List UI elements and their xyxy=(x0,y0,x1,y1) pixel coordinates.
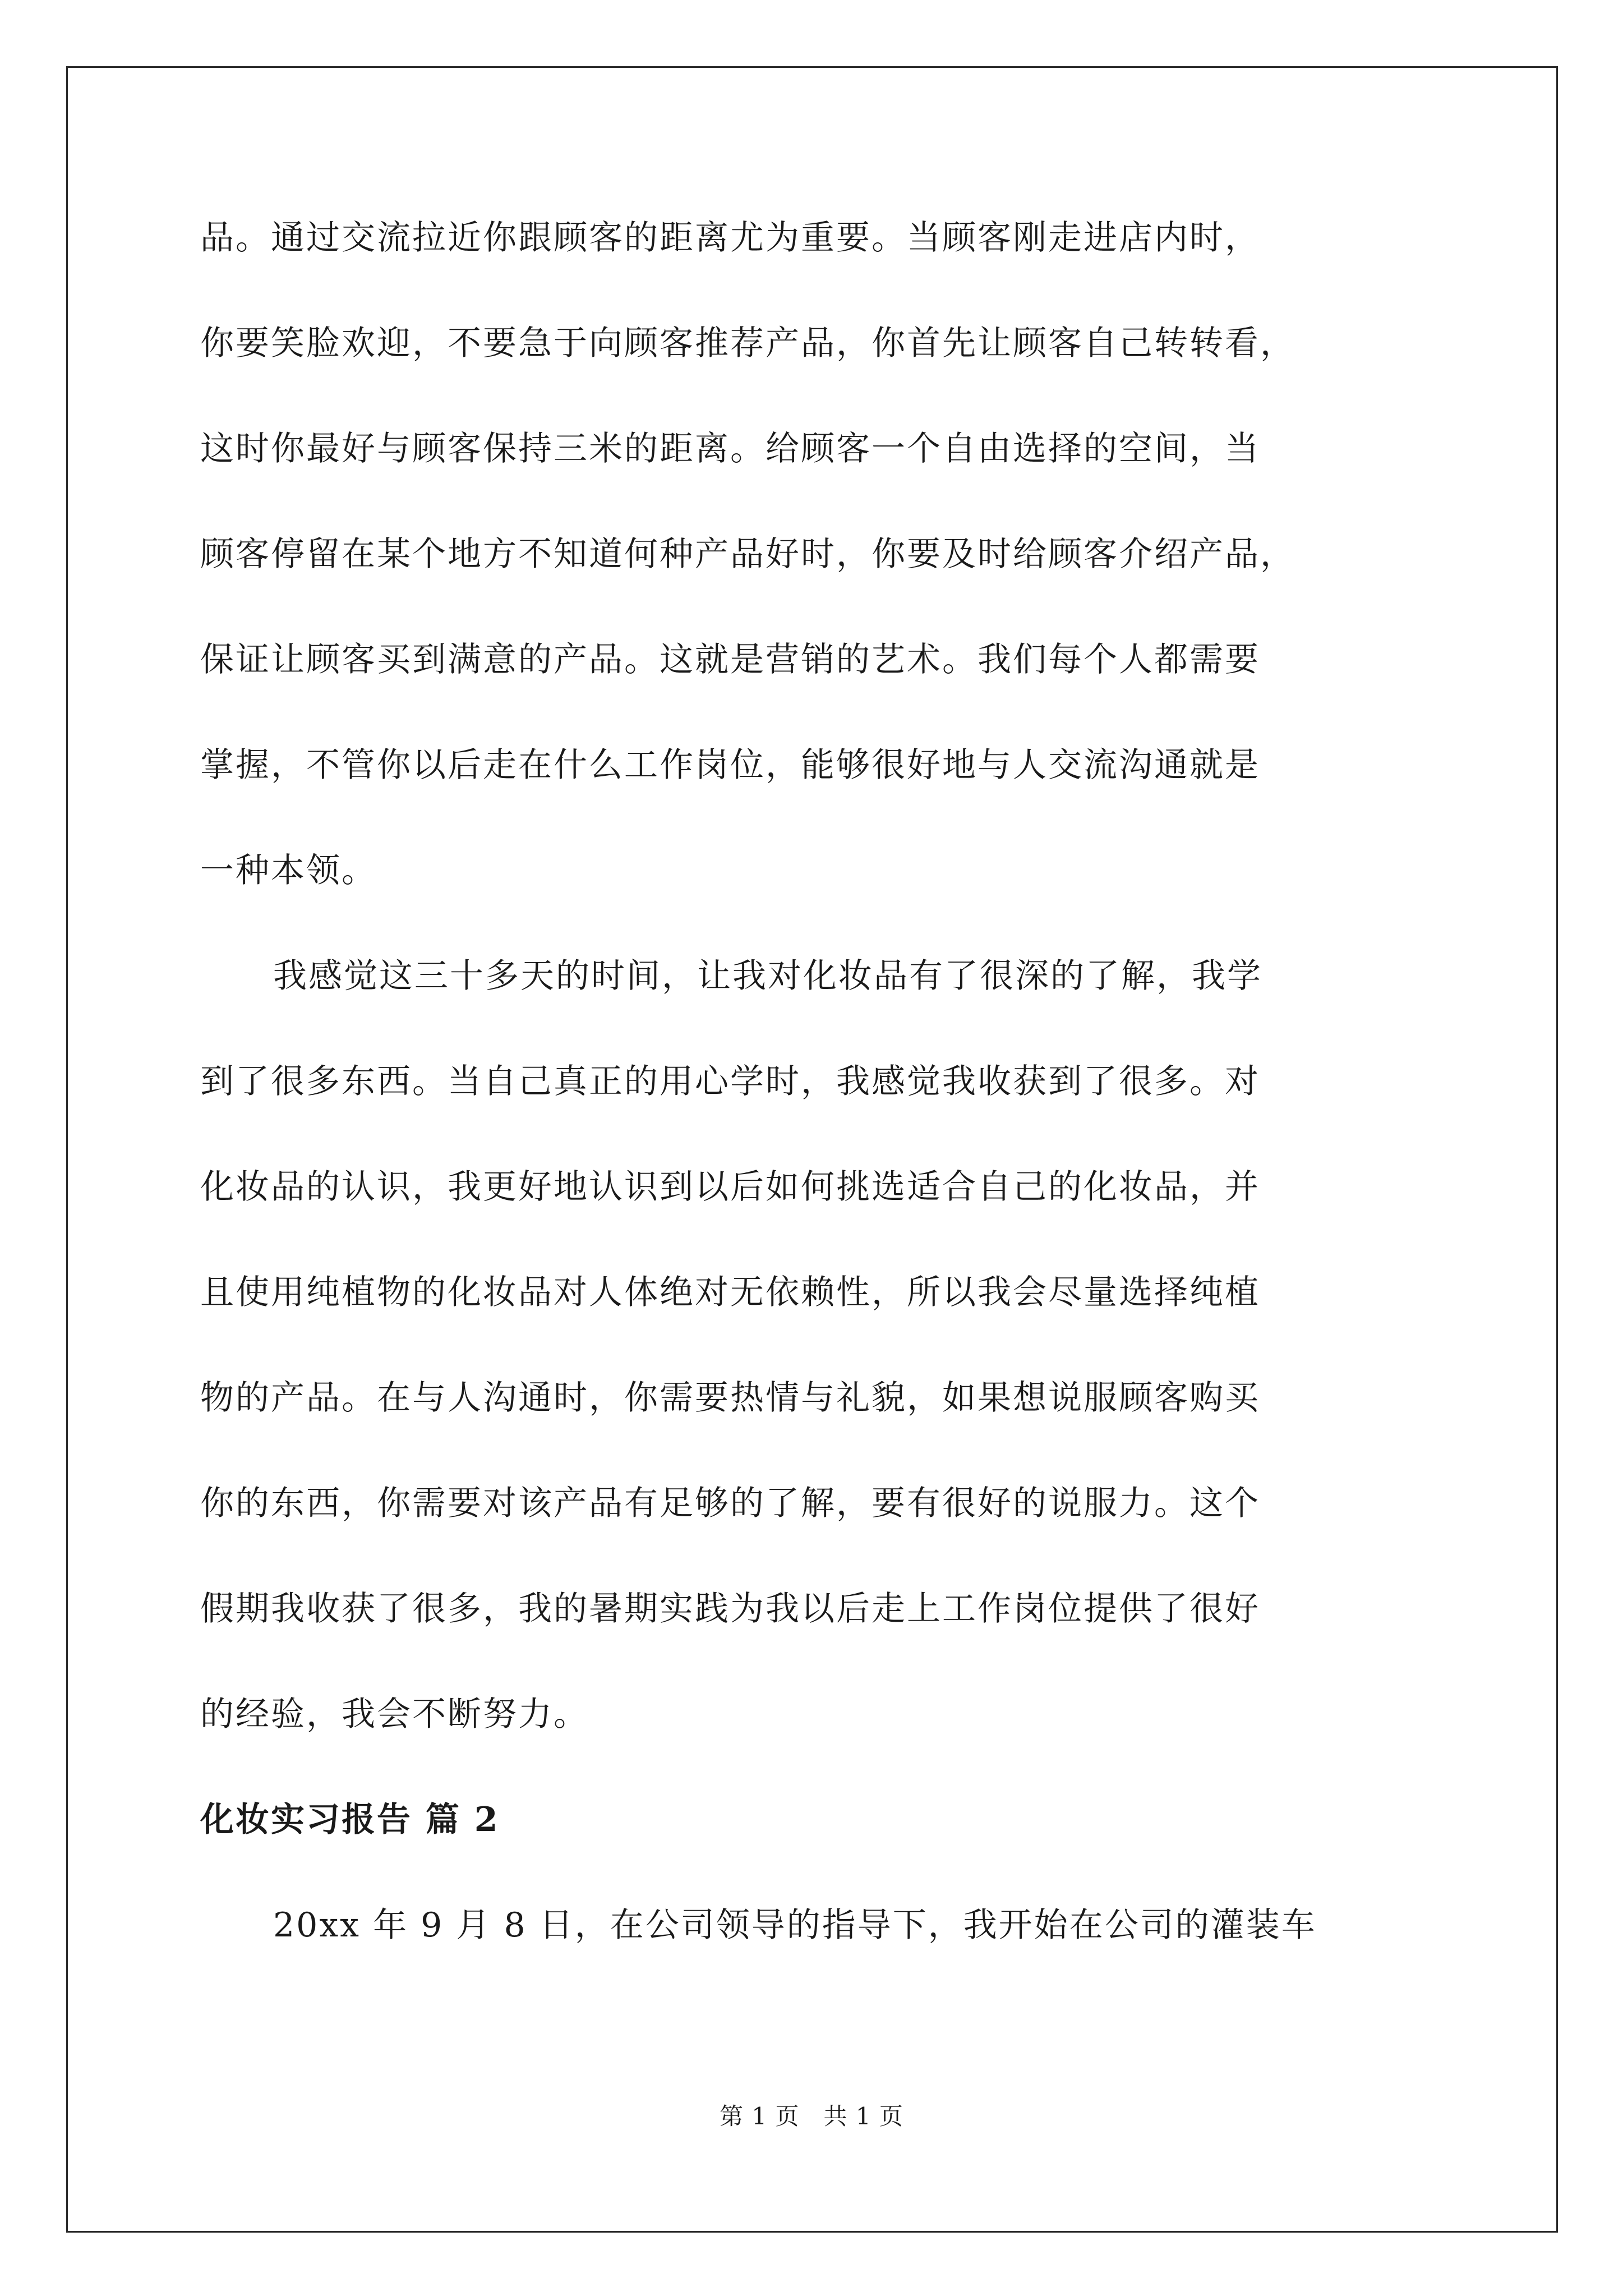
document-body xyxy=(200,185,1445,1978)
paragraph-1 xyxy=(200,185,1445,923)
text-line: 一种本领。 xyxy=(200,851,377,890)
text-line: 到了很多东西。当自己真正的用心学时，我感觉我收获到了很多。对 xyxy=(200,1062,1260,1101)
paragraph-2 xyxy=(200,923,1445,1767)
text-line: 你要笑脸欢迎，不要急于向顾客推荐产品，你首先让顾客自己转转看， xyxy=(200,324,1295,363)
text-line: 20xx 年 9 月 8 日，在公司领导的指导下，我开始在公司的灌装车 xyxy=(273,1906,1317,1945)
text-line: 品。通过交流拉近你跟顾客的距离尤为重要。当顾客刚走进店内时， xyxy=(200,218,1260,257)
text-line: 这时你最好与顾客保持三米的距离。给顾客一个自由选择的空间，当 xyxy=(200,429,1260,468)
text-line: 的经验，我会不断努力。 xyxy=(200,1695,589,1734)
text-line: 掌握，不管你以后走在什么工作岗位，能够很好地与人交流沟通就是 xyxy=(200,746,1260,785)
text-line: 你的东西，你需要对该产品有足够的了解，要有很好的说服力。这个 xyxy=(200,1484,1260,1523)
text-line: 假期我收获了很多，我的暑期实践为我以后走上工作岗位提供了很好 xyxy=(200,1589,1260,1628)
text-line: 化妆品的认识，我更好地认识到以后如何挑选适合自己的化妆品，并 xyxy=(200,1167,1260,1207)
page-number-footer: 第 1 页 共 1 页 xyxy=(720,2102,903,2130)
text-line: 我感觉这三十多天的时间，让我对化妆品有了很深的了解，我学 xyxy=(273,956,1262,996)
text-line: 物的产品。在与人沟通时，你需要热情与礼貌，如果想说服顾客购买 xyxy=(200,1378,1260,1418)
text-line: 且使用纯植物的化妆品对人体绝对无依赖性，所以我会尽量选择纯植 xyxy=(200,1273,1260,1312)
section-heading: 化妆实习报告 篇 2 xyxy=(200,1800,500,1839)
text-line: 顾客停留在某个地方不知道何种产品好时，你要及时给顾客介绍产品， xyxy=(200,535,1295,574)
paragraph-3 xyxy=(200,1872,1445,1978)
text-line: 保证让顾客买到满意的产品。这就是营销的艺术。我们每个人都需要 xyxy=(200,640,1260,679)
